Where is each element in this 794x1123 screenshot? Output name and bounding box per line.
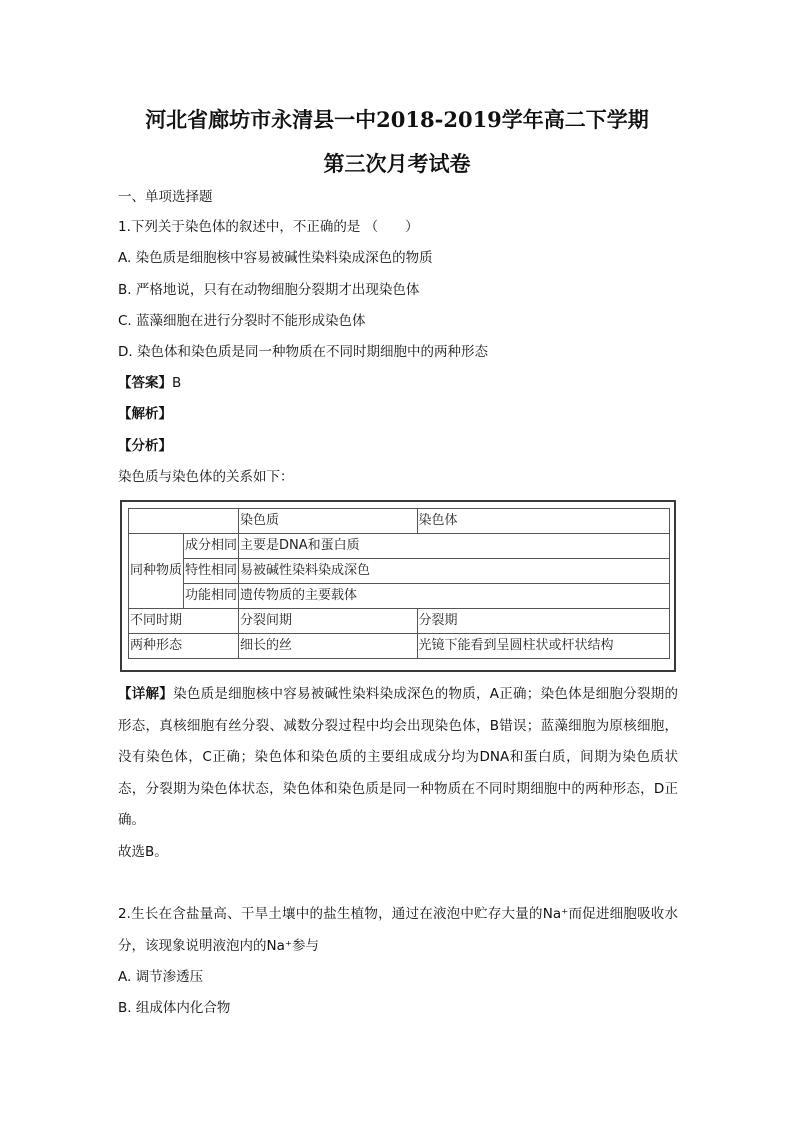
table-cell: 易被碱性染料染成深色 <box>239 559 670 584</box>
answer-label: 【答案】 <box>118 375 172 391</box>
table-row-label: 成分相同 <box>184 534 239 559</box>
question-1-option-a: A. 染色质是细胞核中容易被碱性染料染成深色的物质 <box>118 250 433 266</box>
analysis-label: 【解析】 <box>118 406 172 422</box>
question-1-option-d: D. 染色体和染色质是同一种物质在不同时期细胞中的两种形态 <box>118 344 488 360</box>
table-cell: 主要是DNA和蛋白质 <box>239 534 670 559</box>
table-row <box>129 559 670 584</box>
table-row <box>129 584 670 609</box>
fenxi-label: 【分析】 <box>118 438 172 454</box>
table-header-blank <box>129 509 239 534</box>
table-row <box>129 509 670 534</box>
question-2-option-b: B. 组成体内化合物 <box>118 1000 231 1016</box>
question-2-option-a: A. 调节渗透压 <box>118 969 204 985</box>
table-row-label: 功能相同 <box>184 584 239 609</box>
table-header-chromatin: 染色质 <box>239 509 418 534</box>
table-row-label: 不同时期 <box>129 609 239 634</box>
question-2-stem: 2.生长在含盐量高、干旱土壤中的盐生植物，通过在液泡中贮存大量的Na⁺而促进细胞吸收水分，该现象说明液泡内的Na⁺参与 <box>118 906 678 954</box>
question-1-option-b: B. 严格地说，只有在动物细胞分裂期才出现染色体 <box>118 282 420 298</box>
table-group-label: 同种物质 <box>129 534 184 609</box>
answer-value: B <box>172 375 182 391</box>
table-header-chromosome: 染色体 <box>417 509 669 534</box>
table-row-label: 特性相同 <box>184 559 239 584</box>
table-row-label: 两种形态 <box>129 634 239 659</box>
table-row <box>129 634 670 659</box>
table-cell: 遗传物质的主要载体 <box>239 584 670 609</box>
relation-table-frame <box>120 500 676 672</box>
table-cell: 分裂间期 <box>239 609 418 634</box>
table-cell: 细长的丝 <box>239 634 418 659</box>
conclusion: 故选B。 <box>118 844 168 860</box>
question-1-stem: 1.下列关于染色体的叙述中，不正确的是 （ ） <box>118 219 419 235</box>
detail-text: 染色质是细胞核中容易被碱性染料染成深色的物质，A正确；染色体是细胞分裂期的形态，真核细胞有丝分裂、减数分裂过程中均会出现染色体，B错误；蓝藻细胞为原核细胞，没有染色体，C正确；染色体和染色质的主要组成成分均为DNA和蛋白质，间期为染色质状态，分裂期为染色体状态，染色体和染色质是同一种物质在不同时期细胞中的两种形态，D正确。 <box>118 686 679 828</box>
exam-title-line1: 河北省廊坊市永清县一中2018-2019学年高二下学期 <box>145 107 649 132</box>
table-row <box>129 534 670 559</box>
table-cell: 光镜下能看到呈圆柱状或杆状结构 <box>417 634 669 659</box>
question-1-option-c: C. 蓝藻细胞在进行分裂时不能形成染色体 <box>118 313 366 329</box>
table-cell: 分裂期 <box>417 609 669 634</box>
exam-title-line2: 第三次月考试卷 <box>323 151 471 176</box>
detail-label: 【详解】 <box>118 686 174 702</box>
section-heading: 一、单项选择题 <box>118 189 213 205</box>
detail-paragraph <box>118 679 678 837</box>
relation-intro: 染色质与染色体的关系如下： <box>118 469 294 485</box>
relation-table <box>128 508 670 659</box>
table-row <box>129 609 670 634</box>
answer-line <box>118 374 181 392</box>
